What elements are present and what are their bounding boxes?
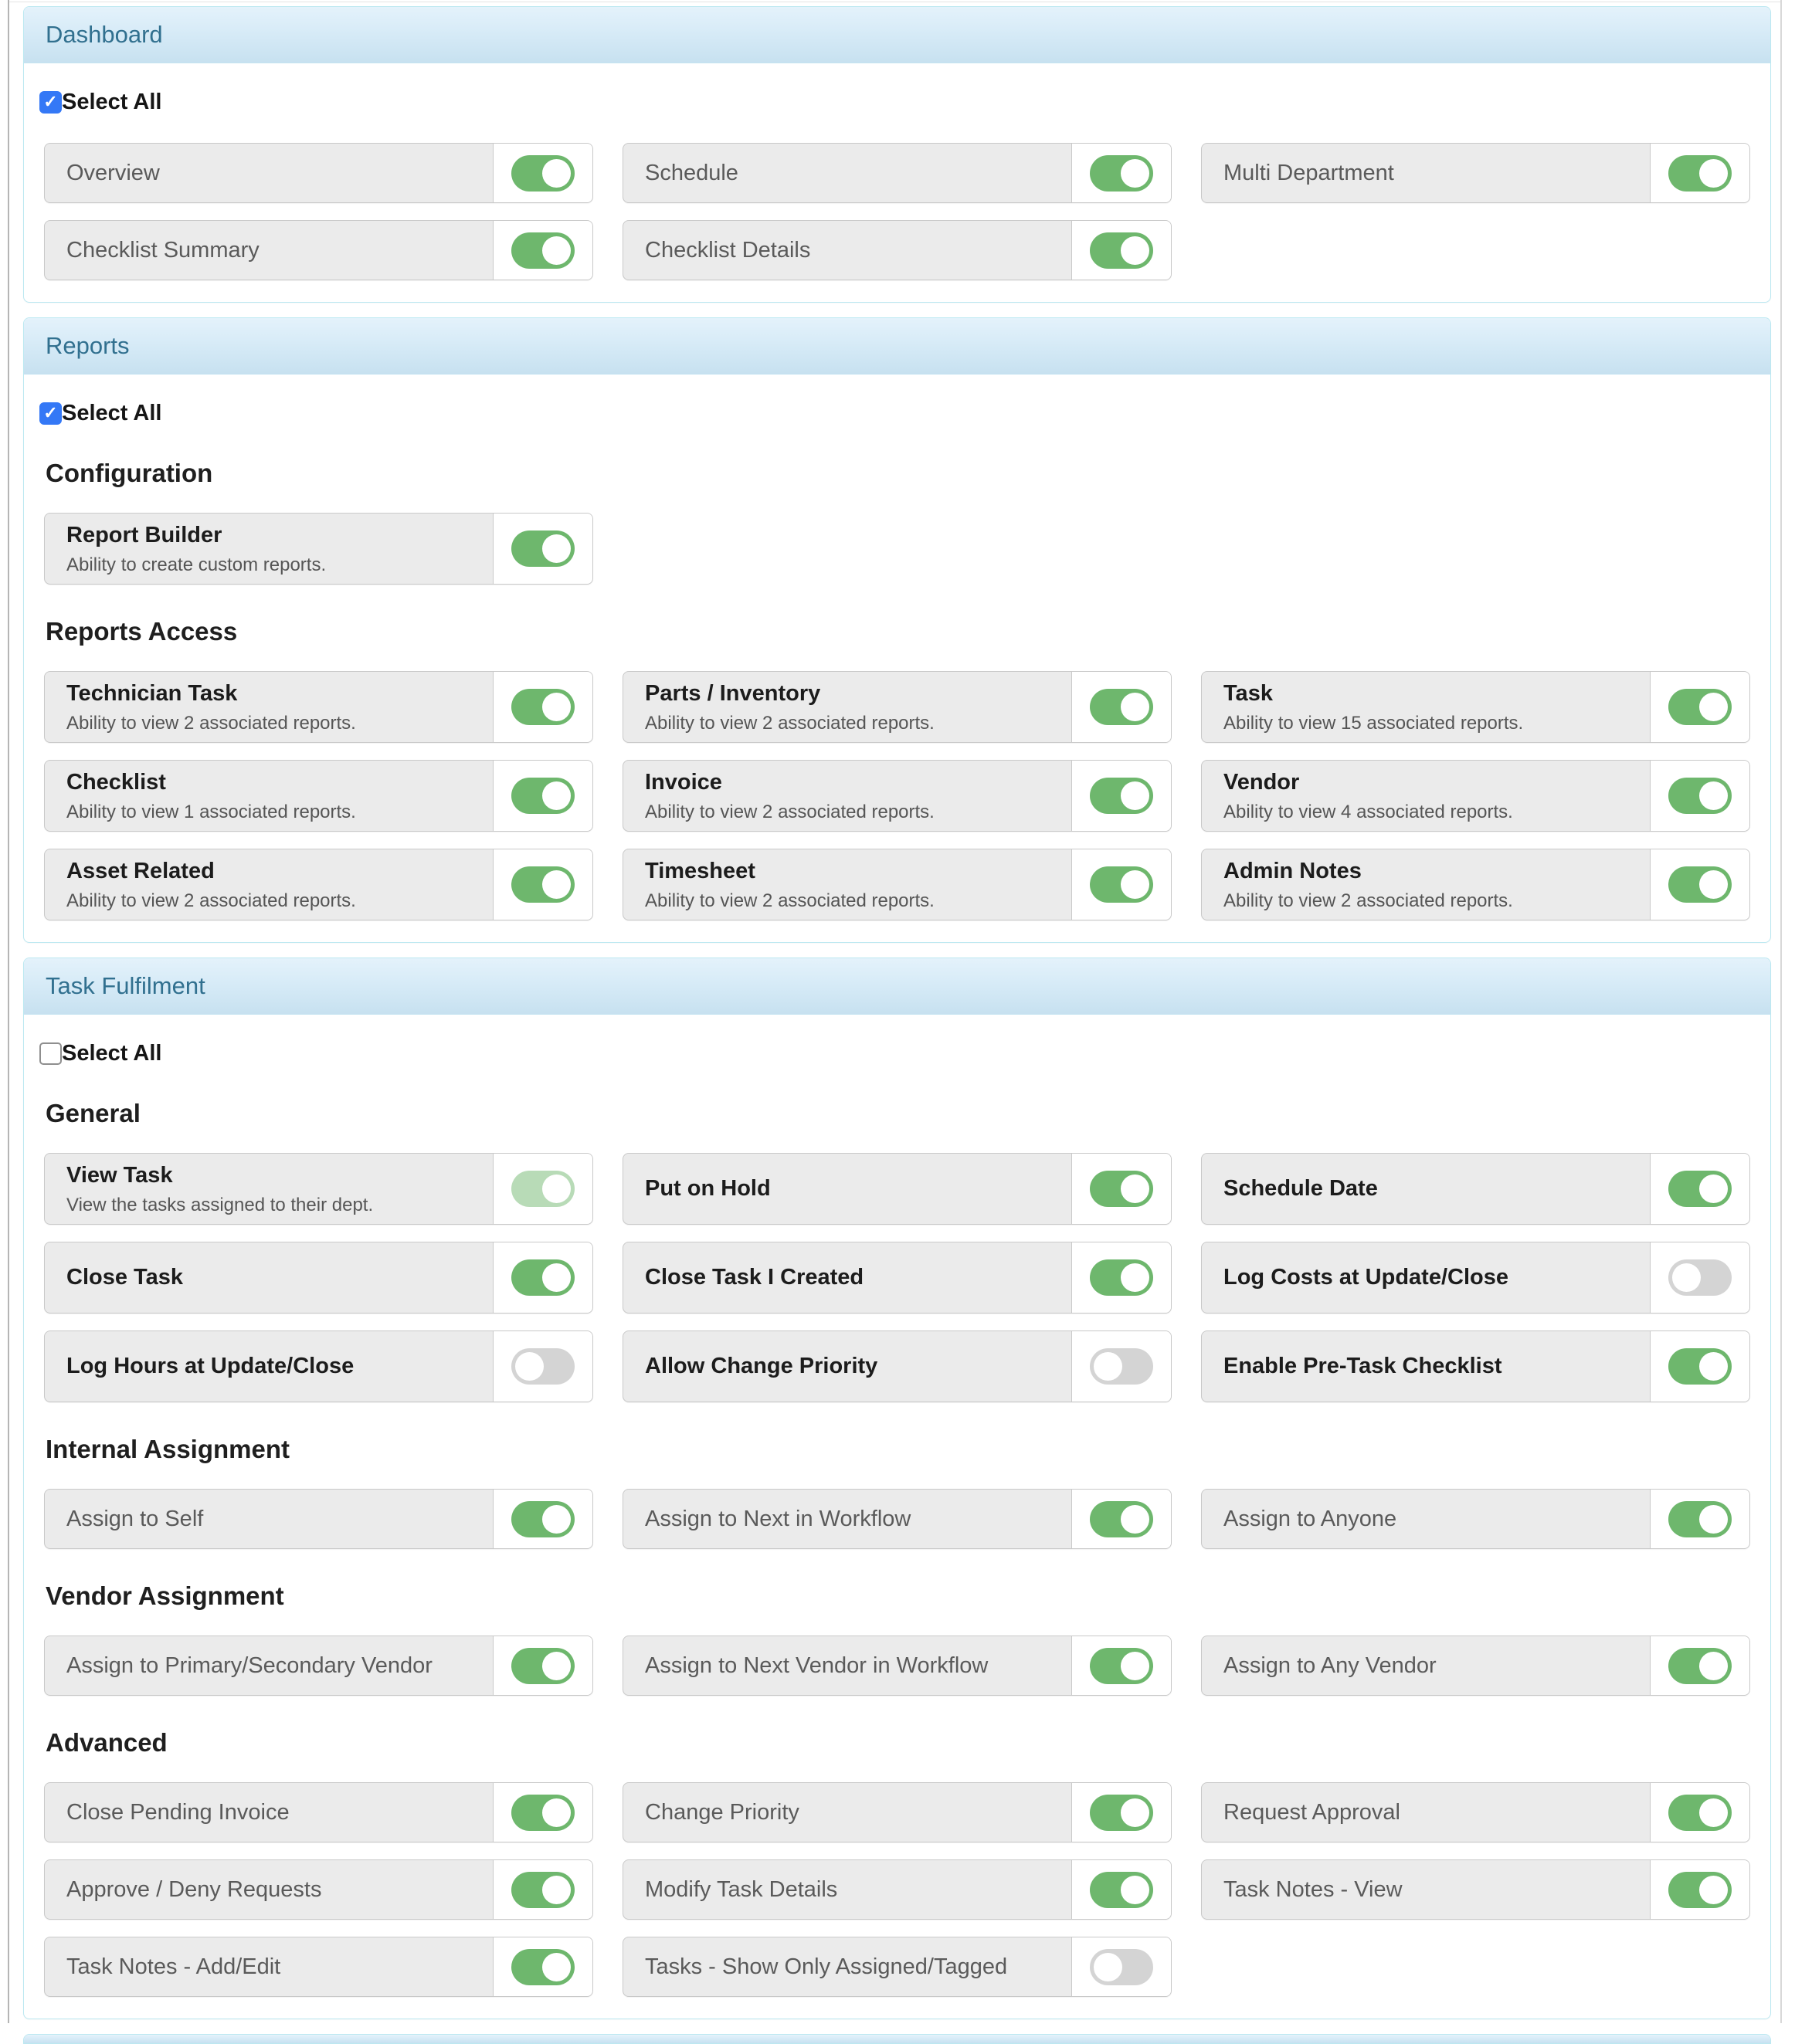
permission-card [623, 220, 1172, 280]
toggle-cell [1650, 144, 1749, 202]
toggle-switch[interactable] [1090, 1648, 1153, 1684]
toggle-knob [1699, 781, 1728, 810]
permission-card [623, 143, 1172, 203]
permission-title: Asset Related [66, 859, 215, 884]
toggle-knob [1121, 781, 1149, 810]
permission-subtitle: Ability to view 2 associated reports. [1223, 890, 1513, 911]
permission-subtitle: View the tasks assigned to their dept. [66, 1194, 374, 1215]
section-panel-reports [23, 317, 1771, 943]
permission-grid [44, 513, 1750, 585]
permission-card [44, 760, 593, 832]
permission-title: Task [1223, 681, 1273, 707]
permission-title: Task Notes - Add/Edit [66, 1954, 281, 1979]
toggle-switch[interactable] [511, 866, 575, 903]
permission-card-label [45, 144, 493, 202]
toggle-knob [1121, 693, 1149, 721]
toggle-cell [1071, 761, 1171, 831]
permission-card [1201, 849, 1750, 920]
permission-title: Assign to Anyone [1223, 1506, 1397, 1531]
check-icon: ✓ [43, 91, 58, 111]
permission-subtitle: Ability to view 2 associated reports. [645, 712, 935, 734]
permission-grid [44, 1489, 1750, 1549]
toggle-knob [515, 1352, 544, 1381]
permission-card [44, 1153, 593, 1225]
permission-title: Checklist Details [645, 237, 811, 263]
toggle-cell [493, 1636, 592, 1695]
toggle-knob [1699, 1352, 1728, 1381]
permission-card-label [1202, 672, 1650, 742]
permission-title: View Task [66, 1163, 173, 1188]
select-all-checkbox[interactable] [39, 91, 62, 114]
select-all-label: Select All [62, 401, 162, 425]
toggle-cell [1650, 1331, 1749, 1402]
toggle-cell [493, 672, 592, 742]
permission-title: Tasks - Show Only Assigned/Tagged [645, 1954, 1008, 1979]
permission-card-label [623, 1490, 1071, 1548]
toggle-cell [493, 514, 592, 584]
permission-title: Close Task I Created [645, 1265, 864, 1290]
toggle-cell [493, 144, 592, 202]
permission-title: Close Task [66, 1265, 183, 1290]
permission-card [44, 849, 593, 920]
permission-card-label [45, 761, 493, 831]
section-header [24, 958, 1770, 1015]
permission-title: Parts / Inventory [645, 681, 821, 707]
toggle-switch[interactable] [1090, 778, 1153, 814]
select-all-label: Select All [62, 90, 162, 114]
toggle-switch[interactable] [1090, 1171, 1153, 1207]
toggle-cell [1071, 1937, 1171, 1996]
permission-grid [44, 671, 1750, 920]
toggle-switch[interactable] [1668, 866, 1732, 903]
group-heading-configuration: Configuration [46, 459, 213, 487]
permission-card [1201, 671, 1750, 743]
left-border-line [8, 0, 9, 2023]
permission-card-label [45, 1490, 493, 1548]
toggle-switch[interactable] [511, 232, 575, 269]
permission-card [623, 1859, 1172, 1920]
section-title: Dashboard [46, 21, 163, 48]
permission-card [44, 1937, 593, 1997]
permission-title: Report Builder [66, 523, 222, 548]
permission-card [623, 849, 1172, 920]
toggle-cell [493, 1937, 592, 1996]
toggle-cell [1071, 672, 1171, 742]
permission-grid [44, 1782, 1750, 1997]
toggle-knob [542, 870, 571, 899]
toggle-switch[interactable] [1668, 778, 1732, 814]
permission-title: Overview [66, 160, 160, 185]
section-body [24, 375, 1770, 942]
toggle-cell [1650, 1636, 1749, 1695]
permission-title: Enable Pre-Task Checklist [1223, 1354, 1502, 1379]
permission-card [44, 143, 593, 203]
toggle-knob [1121, 1652, 1149, 1680]
permission-subtitle: Ability to view 15 associated reports. [1223, 712, 1524, 734]
toggle-cell [1071, 849, 1171, 920]
permission-card [1201, 1636, 1750, 1696]
permission-card-label [623, 1636, 1071, 1695]
toggle-cell [1650, 849, 1749, 920]
permission-grid [44, 1636, 1750, 1696]
group-heading-general: General [46, 1099, 141, 1127]
toggle-switch[interactable] [1090, 232, 1153, 269]
section-header [24, 7, 1770, 63]
select-all[interactable] [39, 401, 1750, 426]
permission-title: Task Notes - View [1223, 1876, 1403, 1902]
toggle-switch[interactable] [511, 1648, 575, 1684]
permission-card [44, 1636, 593, 1696]
toggle-cell [1650, 1490, 1749, 1548]
toggle-switch[interactable] [511, 155, 575, 192]
toggle-switch[interactable] [1668, 1348, 1732, 1385]
toggle-cell [493, 1331, 592, 1402]
permission-title: Log Hours at Update/Close [66, 1354, 355, 1379]
permission-card-label [45, 221, 493, 280]
permission-card [44, 513, 593, 585]
permission-title: Assign to Next Vendor in Workflow [645, 1652, 989, 1678]
section-body [24, 63, 1770, 302]
section-panel-dashboard [23, 6, 1771, 303]
toggle-switch[interactable] [1090, 1949, 1153, 1985]
toggle-cell [493, 1783, 592, 1842]
permission-card [623, 1636, 1172, 1696]
toggle-cell [493, 849, 592, 920]
toggle-knob [542, 236, 571, 265]
toggle-switch[interactable] [511, 530, 575, 567]
toggle-knob [542, 1876, 571, 1904]
permission-card [623, 1782, 1172, 1842]
permission-card-label [623, 1154, 1071, 1224]
toggle-knob [542, 1263, 571, 1292]
toggle-knob [1121, 236, 1149, 265]
permission-title: Schedule [645, 160, 738, 185]
toggle-cell [493, 221, 592, 280]
permission-card [623, 760, 1172, 832]
permission-card-label [623, 1783, 1071, 1842]
permission-card-label [45, 1242, 493, 1313]
section-title: Task Fulfilment [46, 972, 205, 999]
permission-card-label [623, 144, 1071, 202]
permission-card [623, 1242, 1172, 1314]
toggle-switch[interactable] [1668, 1259, 1732, 1296]
toggle-switch[interactable] [1090, 1259, 1153, 1296]
permission-card-label [1202, 1331, 1650, 1402]
permission-card [44, 1782, 593, 1842]
toggle-knob [1699, 159, 1728, 188]
toggle-switch[interactable] [511, 1949, 575, 1985]
permission-card [44, 1489, 593, 1549]
toggle-cell [1650, 1242, 1749, 1313]
toggle-switch[interactable] [1668, 1872, 1732, 1908]
permission-card [623, 1937, 1172, 1997]
select-all-checkbox[interactable] [39, 1042, 62, 1065]
toggle-knob [1672, 1263, 1701, 1292]
permission-title: Allow Change Priority [645, 1354, 878, 1379]
toggle-knob [542, 159, 571, 188]
permission-card-label [623, 849, 1071, 920]
permission-card [623, 671, 1172, 743]
permission-card-label [623, 761, 1071, 831]
toggle-switch[interactable] [1668, 1795, 1732, 1831]
permission-card-label [623, 672, 1071, 742]
permission-title: Admin Notes [1223, 859, 1362, 884]
permission-subtitle: Ability to view 1 associated reports. [66, 801, 356, 822]
permission-title: Timesheet [645, 859, 755, 884]
permission-title: Assign to Next in Workflow [645, 1506, 911, 1531]
toggle-knob [1121, 870, 1149, 899]
permission-card [623, 1153, 1172, 1225]
permission-title: Technician Task [66, 681, 238, 707]
toggle-knob [542, 534, 571, 563]
section-header [24, 2035, 1770, 2043]
permission-card-label [1202, 144, 1650, 202]
permission-card-label [623, 221, 1071, 280]
permission-card-label [1202, 1636, 1650, 1695]
permission-title: Multi Department [1223, 160, 1394, 185]
toggle-cell [1650, 672, 1749, 742]
toggle-cell [493, 1860, 592, 1919]
permission-title: Invoice [645, 770, 722, 795]
select-all-label: Select All [62, 1041, 162, 1066]
permission-title: Assign to Self [66, 1506, 204, 1531]
toggle-knob [542, 1798, 571, 1827]
toggle-knob [1121, 1798, 1149, 1827]
permission-subtitle: Ability to view 2 associated reports. [66, 712, 356, 734]
toggle-cell [1650, 1783, 1749, 1842]
toggle-knob [1699, 1652, 1728, 1680]
group-heading-internal-assignment: Internal Assignment [46, 1435, 290, 1463]
toggle-switch[interactable] [511, 1872, 575, 1908]
toggle-cell [1650, 1860, 1749, 1919]
permission-title: Vendor [1223, 770, 1300, 795]
toggle-switch[interactable] [511, 1348, 575, 1385]
toggle-knob [1094, 1953, 1122, 1981]
permission-card-label [45, 1937, 493, 1996]
permission-card-label [45, 1154, 493, 1224]
toggle-knob [1094, 1352, 1122, 1381]
permission-title: Schedule Date [1223, 1176, 1378, 1202]
permission-card-label [1202, 761, 1650, 831]
toggle-switch[interactable] [1668, 155, 1732, 192]
permission-card-label [623, 1860, 1071, 1919]
toggle-switch[interactable] [1668, 1648, 1732, 1684]
toggle-knob [542, 1175, 571, 1203]
toggle-cell [1071, 144, 1171, 202]
permission-card [1201, 1489, 1750, 1549]
toggle-switch[interactable] [511, 1795, 575, 1831]
permission-card-label [623, 1937, 1071, 1996]
permission-card [1201, 1859, 1750, 1920]
toggle-switch[interactable] [511, 1259, 575, 1296]
toggle-switch[interactable] [1090, 1348, 1153, 1385]
permission-subtitle: Ability to view 2 associated reports. [645, 801, 935, 822]
group-heading-reports-access: Reports Access [46, 617, 238, 646]
permission-title: Put on Hold [645, 1176, 771, 1202]
permission-title: Approve / Deny Requests [66, 1876, 322, 1902]
permissions-content [23, 6, 1771, 2044]
permission-title: Close Pending Invoice [66, 1799, 290, 1825]
permission-title: Checklist [66, 770, 166, 795]
permission-title: Checklist Summary [66, 237, 260, 263]
permission-card [1201, 760, 1750, 832]
permission-card-label [1202, 1154, 1650, 1224]
toggle-knob [1699, 1505, 1728, 1534]
toggle-switch[interactable] [511, 1501, 575, 1537]
toggle-cell [1071, 1490, 1171, 1548]
section-body [24, 1015, 1770, 2019]
toggle-knob [542, 693, 571, 721]
toggle-knob [1699, 1175, 1728, 1203]
permission-card-label [623, 1331, 1071, 1402]
group-heading-vendor-assignment: Vendor Assignment [46, 1581, 284, 1610]
toggle-knob [1699, 1798, 1728, 1827]
permission-card [44, 1859, 593, 1920]
section-panel-task-fulfilment [23, 958, 1771, 2019]
toggle-cell [1071, 1783, 1171, 1842]
permission-card-label [1202, 1242, 1650, 1313]
permission-subtitle: Ability to create custom reports. [66, 554, 327, 575]
permission-card [1201, 1782, 1750, 1842]
toggle-knob [542, 781, 571, 810]
toggle-switch[interactable] [1090, 1795, 1153, 1831]
permission-card-label [1202, 1860, 1650, 1919]
toggle-knob [1699, 870, 1728, 899]
toggle-cell [493, 761, 592, 831]
toggle-switch[interactable] [1668, 1171, 1732, 1207]
toggle-cell [1071, 1331, 1171, 1402]
permission-card [44, 671, 593, 743]
toggle-switch[interactable] [511, 689, 575, 725]
select-all[interactable] [39, 90, 1750, 115]
toggle-switch[interactable] [1090, 1501, 1153, 1537]
permission-title: Log Costs at Update/Close [1223, 1265, 1508, 1290]
right-scrollbar-line [1780, 0, 1782, 2023]
permission-card [1201, 1242, 1750, 1314]
toggle-switch[interactable] [511, 778, 575, 814]
toggle-switch[interactable] [1090, 866, 1153, 903]
permission-card-label [45, 1783, 493, 1842]
permission-grid [44, 1153, 1750, 1402]
toggle-knob [542, 1652, 571, 1680]
check-icon: ✓ [43, 402, 58, 422]
permission-subtitle: Ability to view 2 associated reports. [66, 890, 356, 911]
toggle-cell [493, 1490, 592, 1548]
permission-card-label [45, 672, 493, 742]
permission-card [623, 1489, 1172, 1549]
permission-card [44, 1330, 593, 1402]
permission-card [1201, 143, 1750, 203]
select-all[interactable] [39, 1041, 1750, 1066]
permission-card-label [1202, 1783, 1650, 1842]
toggle-switch[interactable] [1668, 689, 1732, 725]
toggle-knob [1121, 1876, 1149, 1904]
permission-card-label [1202, 849, 1650, 920]
toggle-switch[interactable] [1668, 1501, 1732, 1537]
toggle-cell [1071, 1636, 1171, 1695]
permission-card-label [45, 1636, 493, 1695]
permission-subtitle: Ability to view 2 associated reports. [645, 890, 935, 911]
toggle-knob [1699, 1876, 1728, 1904]
toggle-switch[interactable] [1090, 155, 1153, 192]
toggle-switch[interactable] [511, 1171, 575, 1207]
permission-grid [44, 143, 1750, 280]
permission-card-label [45, 1331, 493, 1402]
permission-subtitle: Ability to view 4 associated reports. [1223, 801, 1513, 822]
toggle-cell [1650, 1154, 1749, 1224]
toggle-knob [1121, 1263, 1149, 1292]
section-panel-next-section [23, 2034, 1771, 2044]
toggle-switch[interactable] [1090, 689, 1153, 725]
section-header [24, 318, 1770, 375]
toggle-knob [1121, 159, 1149, 188]
group-heading-advanced: Advanced [46, 1728, 168, 1757]
toggle-cell [1650, 761, 1749, 831]
permission-card-label [1202, 1490, 1650, 1548]
toggle-cell [1071, 221, 1171, 280]
permission-title: Assign to Primary/Secondary Vendor [66, 1652, 433, 1678]
toggle-cell [493, 1242, 592, 1313]
permission-card-label [45, 514, 493, 584]
toggle-knob [1121, 1505, 1149, 1534]
toggle-knob [1699, 693, 1728, 721]
toggle-cell [1071, 1860, 1171, 1919]
permission-card [44, 1242, 593, 1314]
permission-card-label [45, 1860, 493, 1919]
permission-card [1201, 1330, 1750, 1402]
select-all-checkbox[interactable] [39, 402, 62, 425]
permission-title: Modify Task Details [645, 1876, 838, 1902]
toggle-knob [1121, 1175, 1149, 1203]
permission-title: Change Priority [645, 1799, 799, 1825]
toggle-switch[interactable] [1090, 1872, 1153, 1908]
permission-card [623, 1330, 1172, 1402]
permission-card-label [623, 1242, 1071, 1313]
permission-title: Request Approval [1223, 1799, 1400, 1825]
permission-card [1201, 1153, 1750, 1225]
toggle-knob [542, 1953, 571, 1981]
permission-title: Assign to Any Vendor [1223, 1652, 1437, 1678]
toggle-cell [493, 1154, 592, 1224]
permission-card [44, 220, 593, 280]
toggle-cell [1071, 1154, 1171, 1224]
section-title: Reports [46, 332, 130, 359]
permission-card-label [45, 849, 493, 920]
toggle-cell [1071, 1242, 1171, 1313]
toggle-knob [542, 1505, 571, 1534]
